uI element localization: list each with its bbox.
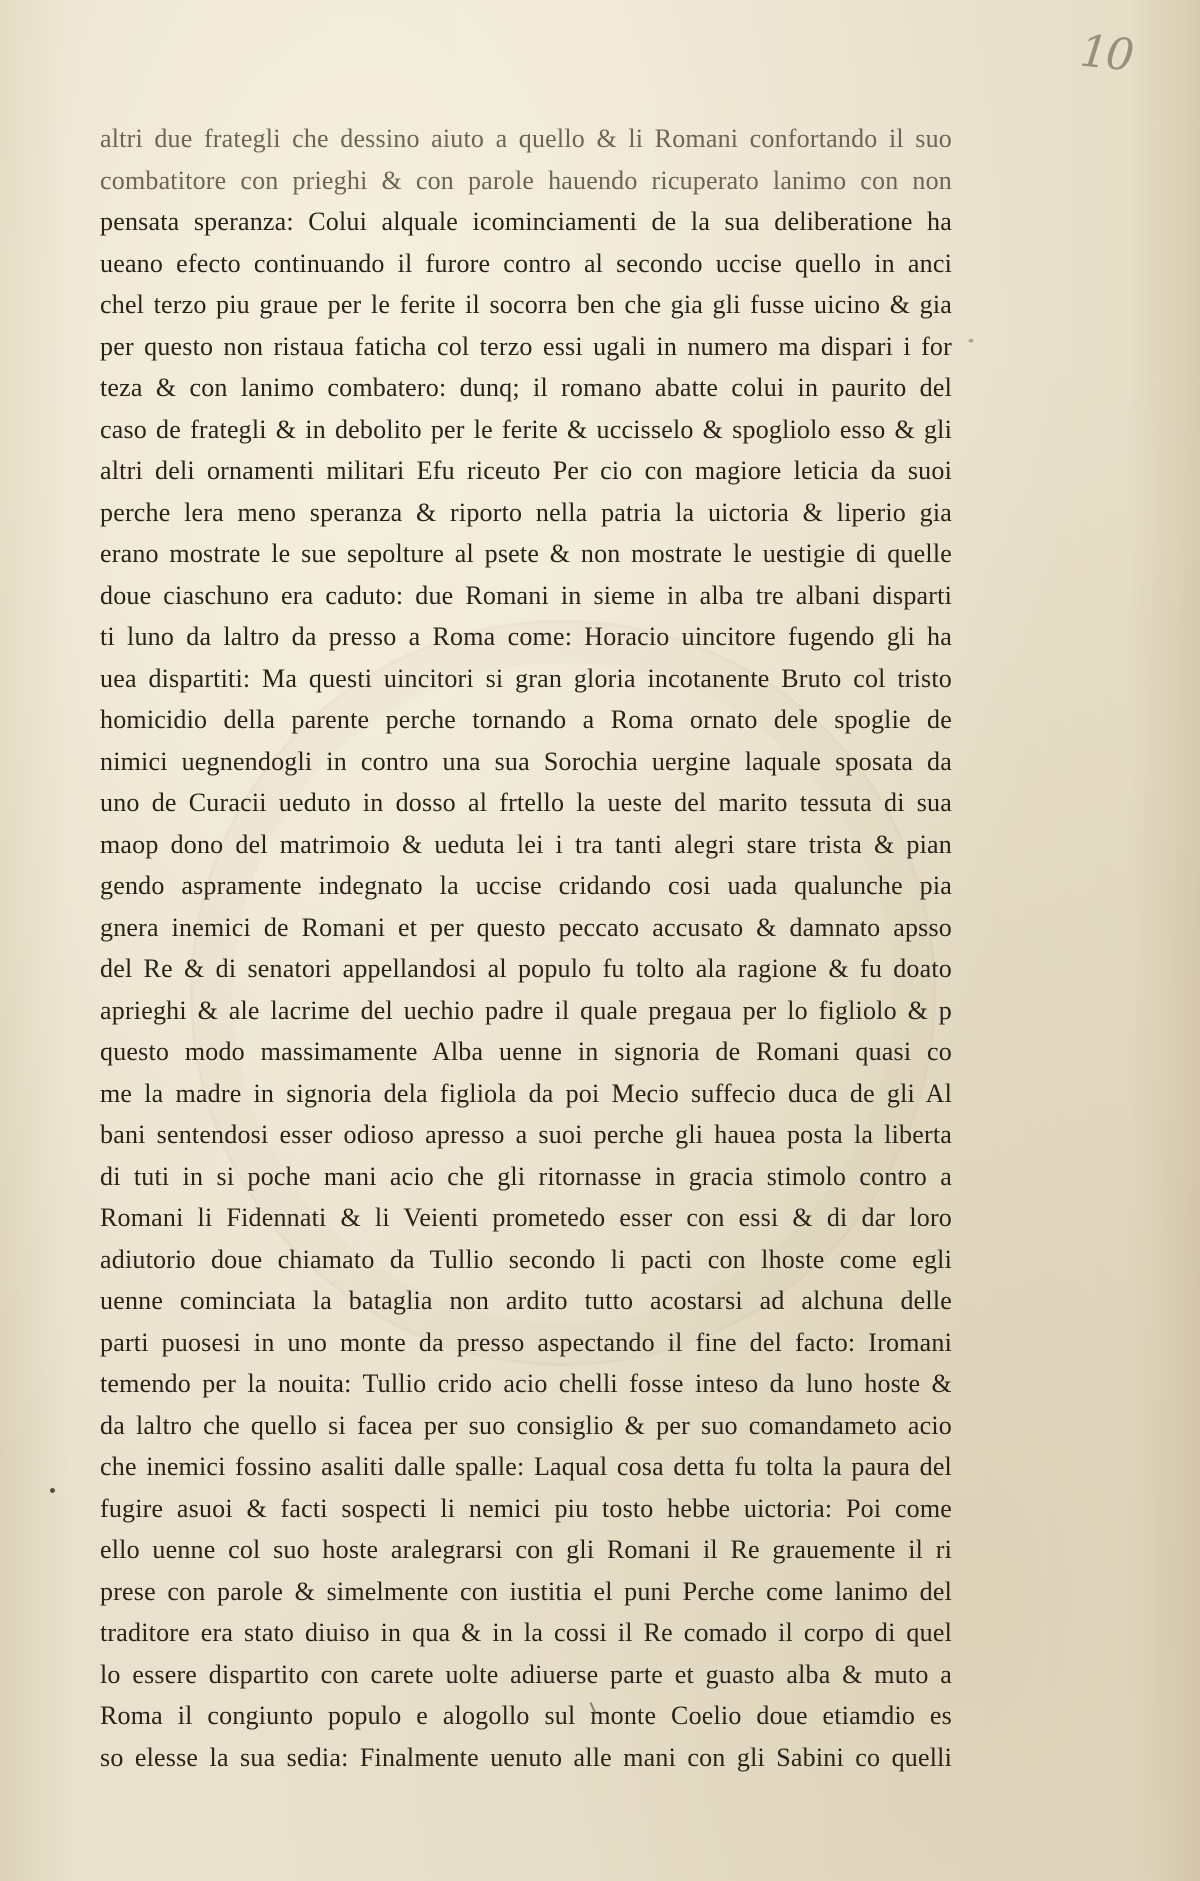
text-line: aprieghi & ale lacrime del uechio padre il quale pregaua per lo figliolo & p xyxy=(100,995,952,1025)
text-line: so elesse la sua sedia: Finalmente uenuto alle mani con gli Sabini co quelli xyxy=(100,1742,952,1772)
text-line: questo modo massimamente Alba uenne in signoria de Romani quasi co xyxy=(100,1037,952,1066)
text-line: pensata speranza: Colui alquale icominciamenti de la sua deliberatione ha xyxy=(100,207,952,236)
text-line: prese con parole & simelmente con iustitia el puni Perche come lanimo del xyxy=(100,1576,952,1606)
text-line: ti luno da laltro da presso a Roma come: Horacio uincitore fugendo gli ha xyxy=(100,622,952,651)
text-line: parti puosesi in uno monte da presso aspectando il fine del facto: Iromani xyxy=(100,1327,952,1357)
text-line: me la madre in signoria dela figliola da poi Mecio suffecio duca de gli Al xyxy=(100,1078,952,1108)
text-line: da laltro che quello si facea per suo consiglio & per suo comandameto acio xyxy=(100,1410,952,1440)
margin-dot xyxy=(50,1488,55,1493)
text-line: lo essere dispartito con carete uolte adiuerse parte et guasto alba & muto a xyxy=(100,1659,952,1689)
text-line: perche lera meno speranza & riporto nella patria la uictoria & liperio gia xyxy=(100,497,952,527)
text-line: altri deli ornamenti militari Efu riceuto Per cio con magiore leticia da suoi xyxy=(100,456,952,485)
text-line: doue ciaschuno era caduto: due Romani in sieme in alba tre albani disparti xyxy=(100,580,952,610)
text-block xyxy=(100,118,952,1778)
text-line: ueano efecto continuando il furore contro al secondo uccise quello in anci xyxy=(100,248,952,278)
text-line: uenne cominciata la bataglia non ardito tutto acostarsi ad alchuna delle xyxy=(100,1286,952,1315)
text-line: maop dono del matrimoio & ueduta lei i tra tanti alegri stare trista & pian xyxy=(100,829,952,859)
text-line: uno de Curacii ueduto in dosso al frtello la ueste del marito tessuta di sua xyxy=(100,788,952,817)
text-line: chel terzo piu graue per le ferite il socorra ben che gia gli fusse uicino & gia xyxy=(100,290,952,319)
text-line: fugire asuoi & facti sospecti li nemici piu tosto hebbe uictoria: Poi come xyxy=(100,1493,952,1523)
folio-number: 10 xyxy=(1077,25,1135,82)
text-line: gendo aspramente indegnato la uccise cridando cosi uada qualunche pia xyxy=(100,871,952,900)
text-line: teza & con lanimo combatero: dunq; il romano abatte colui in paurito del xyxy=(100,373,952,402)
text-line: che inemici fossino asaliti dalle spalle: Laqual cosa detta fu tolta la paura del xyxy=(100,1452,952,1481)
text-line: di tuti in si poche mani acio che gli ritornasse in gracia stimolo contro a xyxy=(100,1161,952,1191)
text-line: erano mostrate le sue sepolture al psete & non mostrate le uestigie di quelle xyxy=(100,539,952,568)
text-line: temendo per la nouita: Tullio crido acio chelli fosse inteso da luno hoste & xyxy=(100,1369,952,1398)
text-line: bani sentendosi esser odioso apresso a suoi perche gli hauea posta la liberta xyxy=(100,1120,952,1149)
text-line: del Re & di senatori appellandosi al populo fu tolto ala ragione & fu doato xyxy=(100,954,952,983)
text-line: per questo non ristaua faticha col terzo essi ugali in numero ma dispari i for xyxy=(100,331,952,361)
margin-mark: * xyxy=(968,335,974,349)
text-line: homicidio della parente perche tornando a Roma ornato dele spoglie de xyxy=(100,705,952,734)
text-line: Romani li Fidennati & li Veienti prometedo esser con essi & di dar loro xyxy=(100,1203,952,1232)
text-line: ello uenne col suo hoste aralegrarsi con gli Romani il Re grauemente il ri xyxy=(100,1535,952,1564)
text-line: nimici uegnendogli in contro una sua Sorochia uergine laquale sposata da xyxy=(100,746,952,776)
text-line: Roma il congiunto populo e alogollo sul monte Coelio doue etiamdio es xyxy=(100,1701,952,1730)
text-line: adiutorio doue chiamato da Tullio secondo li pacti con lhoste come egli xyxy=(100,1244,952,1274)
text-line: gnera inemici de Romani et per questo peccato accusato & damnato apsso xyxy=(100,912,952,942)
text-line: caso de frategli & in debolito per le ferite & uccisselo & spogliolo esso & gli xyxy=(100,414,952,444)
text-line: altri due frategli che dessino aiuto a quello & li Romani confortando il suo xyxy=(100,124,952,153)
text-line: traditore era stato diuiso in qua & in la cossi il Re comado il corpo di quel xyxy=(100,1618,952,1647)
text-line: uea dispartiti: Ma questi uincitori si gran gloria incotanente Bruto col tristo xyxy=(100,663,952,693)
text-line: combatitore con prieghi & con parole hauendo ricuperato lanimo con non xyxy=(100,165,952,195)
